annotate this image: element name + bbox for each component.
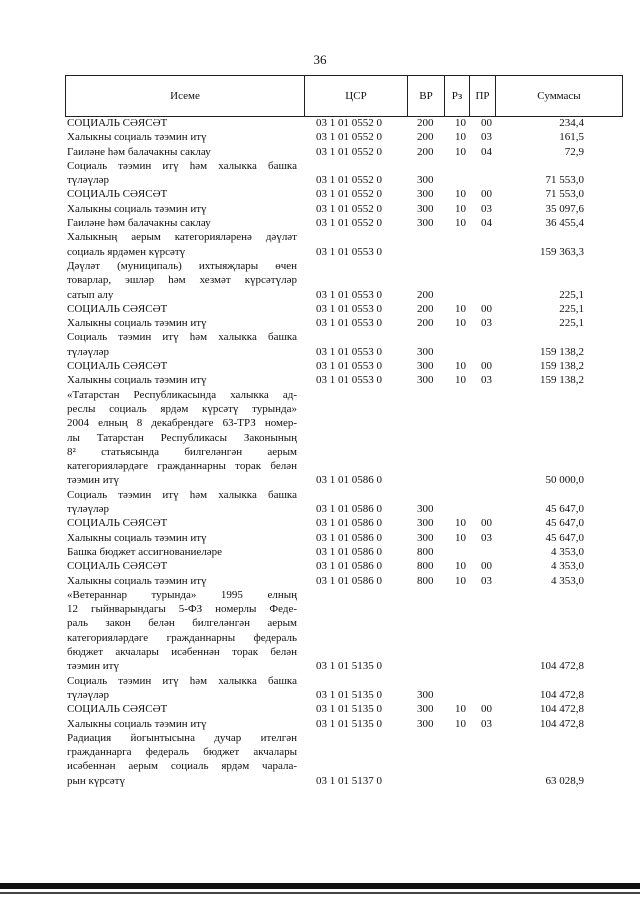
row-vr: 300 xyxy=(417,174,434,187)
row-vr: 300 xyxy=(417,703,434,716)
row-vr: 200 xyxy=(417,145,434,158)
table-row xyxy=(0,373,640,387)
row-rz: 10 xyxy=(455,717,466,730)
row-name-line: тәэмин итү xyxy=(67,474,119,487)
row-name-line: Башка бюджет ассигнованиеләре xyxy=(67,545,222,558)
row-sum: 45 647,0 xyxy=(545,517,584,530)
table-row xyxy=(0,574,640,588)
table-row xyxy=(0,159,640,188)
row-name-line: Дәүләт (муниципаль) ихтыяҗлары өчен xyxy=(67,259,297,272)
row-name xyxy=(67,230,297,259)
row-name-line: СОЦИАЛЬ СӘЯСӘТ xyxy=(67,188,168,201)
row-rz: 10 xyxy=(455,145,466,158)
row-rz: 10 xyxy=(455,560,466,573)
row-name-line: түләүләр xyxy=(67,503,110,516)
row-name-line: Халыкны социаль тәэмин итү xyxy=(67,531,207,544)
row-code: 03 1 01 0586 0 xyxy=(316,560,382,573)
table-header xyxy=(65,75,623,117)
table-row xyxy=(0,145,640,159)
row-code: 03 1 01 0552 0 xyxy=(316,174,382,187)
row-name xyxy=(67,388,297,488)
row-rz: 10 xyxy=(455,202,466,215)
row-code: 03 1 01 5135 0 xyxy=(316,717,382,730)
row-sum: 35 097,6 xyxy=(545,202,584,215)
row-name-line: гражданнарга федераль бюджет акчалары xyxy=(67,746,297,759)
row-pr: 03 xyxy=(481,574,492,587)
row-vr: 300 xyxy=(417,717,434,730)
row-code: 03 1 01 0552 0 xyxy=(316,217,382,230)
row-pr: 00 xyxy=(481,188,492,201)
row-vr: 800 xyxy=(417,560,434,573)
row-name-line: Гаиләне һәм балачакны саклау xyxy=(67,217,211,230)
row-name-line: товарлар, эшләр һәм хезмәт күрсәтүләр xyxy=(67,274,297,287)
header-sum: Суммасы xyxy=(495,76,622,116)
row-code: 03 1 01 5135 0 xyxy=(316,660,382,673)
header-pr: ПР xyxy=(469,76,495,116)
row-pr: 00 xyxy=(481,517,492,530)
row-pr: 04 xyxy=(481,217,492,230)
row-pr: 03 xyxy=(481,131,492,144)
row-name-line: раль закон белән билгеләнгән аерым xyxy=(67,617,297,630)
row-vr: 800 xyxy=(417,545,434,558)
row-name-line: СОЦИАЛЬ СӘЯСӘТ xyxy=(67,302,168,315)
row-name-line: тәэмин итү xyxy=(67,660,119,673)
table-body xyxy=(0,116,640,788)
row-sum: 159 138,2 xyxy=(540,345,584,358)
row-rz: 10 xyxy=(455,217,466,230)
row-code: 03 1 01 0553 0 xyxy=(316,360,382,373)
scan-edge-thin xyxy=(0,892,640,894)
table-row xyxy=(0,488,640,517)
row-code: 03 1 01 5135 0 xyxy=(316,703,382,716)
row-vr: 800 xyxy=(417,574,434,587)
row-pr: 00 xyxy=(481,703,492,716)
row-name xyxy=(67,259,297,302)
row-sum: 161,5 xyxy=(559,131,584,144)
table-row xyxy=(0,388,640,488)
row-sum: 4 353,0 xyxy=(551,560,584,573)
table-row xyxy=(0,359,640,373)
table-row xyxy=(0,702,640,716)
row-name xyxy=(67,574,297,588)
row-name-line: рын күрсәтү xyxy=(67,774,125,787)
row-code: 03 1 01 0586 0 xyxy=(316,574,382,587)
row-pr: 03 xyxy=(481,317,492,330)
row-code: 03 1 01 0552 0 xyxy=(316,131,382,144)
row-sum: 159 138,2 xyxy=(540,374,584,387)
row-sum: 159 138,2 xyxy=(540,360,584,373)
row-rz: 10 xyxy=(455,574,466,587)
row-name-line: 8² статьясында билгеләнгән аерым xyxy=(67,445,297,458)
row-name xyxy=(67,330,297,359)
row-name xyxy=(67,373,297,387)
row-vr: 300 xyxy=(417,503,434,516)
table-row xyxy=(0,731,640,788)
row-code: 03 1 01 0553 0 xyxy=(316,302,382,315)
row-vr: 300 xyxy=(417,360,434,373)
row-vr: 300 xyxy=(417,217,434,230)
row-code: 03 1 01 0553 0 xyxy=(316,317,382,330)
row-name xyxy=(67,545,297,559)
row-name-line: Халыкны социаль тәэмин итү xyxy=(67,131,207,144)
row-name-line: СОЦИАЛЬ СӘЯСӘТ xyxy=(67,517,168,530)
row-name-line: «Татарстан Республикасында халыкка ад- xyxy=(67,388,297,401)
row-name xyxy=(67,187,297,201)
row-sum: 63 028,9 xyxy=(545,774,584,787)
row-name-line: СОЦИАЛЬ СӘЯСӘТ xyxy=(67,560,168,573)
row-vr: 300 xyxy=(417,374,434,387)
header-vr: ВР xyxy=(407,76,444,116)
table-row xyxy=(0,202,640,216)
row-name-line: Халыкның аерым категорияләренә дәүләт xyxy=(67,231,297,244)
row-vr: 300 xyxy=(417,202,434,215)
row-sum: 159 363,3 xyxy=(540,245,584,258)
row-rz: 10 xyxy=(455,302,466,315)
row-sum: 45 647,0 xyxy=(545,531,584,544)
row-name-line: социаль ярдәмен күрсәтү xyxy=(67,245,186,258)
row-name xyxy=(67,116,297,130)
row-name-line: түләүләр xyxy=(67,688,110,701)
row-sum: 72,9 xyxy=(564,145,584,158)
row-sum: 45 647,0 xyxy=(545,503,584,516)
row-name-line: Социаль тәэмин итү һәм халыкка башка xyxy=(67,159,297,172)
row-name-line: лы Татарстан Республикасы Законының xyxy=(67,431,297,444)
row-sum: 225,1 xyxy=(559,317,584,330)
row-code: 03 1 01 0586 0 xyxy=(316,474,382,487)
row-name-line: Халыкны социаль тәэмин итү xyxy=(67,202,207,215)
row-sum: 225,1 xyxy=(559,302,584,315)
row-code: 03 1 01 0552 0 xyxy=(316,188,382,201)
row-code: 03 1 01 0586 0 xyxy=(316,517,382,530)
row-sum: 4 353,0 xyxy=(551,574,584,587)
row-name-line: категорияләрдәге гражданнарны федераль xyxy=(67,631,297,644)
row-vr: 300 xyxy=(417,517,434,530)
row-name-line: «Ветераннар турында» 1995 елның xyxy=(67,588,297,601)
row-name-line: исәбеннән аерым социаль ярдәм чарала- xyxy=(67,760,297,773)
row-code: 03 1 01 0553 0 xyxy=(316,288,382,301)
row-sum: 71 553,0 xyxy=(545,174,584,187)
row-rz: 10 xyxy=(455,317,466,330)
row-name-line: категорияләрдәге гражданнарны торак белән xyxy=(67,460,297,473)
row-name-line: Халыкны социаль тәэмин итү xyxy=(67,374,207,387)
table-row xyxy=(0,588,640,674)
row-name-line: СОЦИАЛЬ СӘЯСӘТ xyxy=(67,117,168,129)
row-rz: 10 xyxy=(455,131,466,144)
row-pr: 00 xyxy=(481,360,492,373)
row-code: 03 1 01 0553 0 xyxy=(316,245,382,258)
row-sum: 104 472,8 xyxy=(540,703,584,716)
row-name-line: түләүләр xyxy=(67,345,110,358)
row-name-line: 12 гыйнварындагы 5-ФЗ номерлы Феде- xyxy=(67,603,297,616)
row-pr: 00 xyxy=(481,302,492,315)
row-name xyxy=(67,145,297,159)
row-rz: 10 xyxy=(455,188,466,201)
row-name-line: Гаиләне һәм балачакны саклау xyxy=(67,145,211,158)
row-sum: 234,4 xyxy=(559,117,584,129)
row-name-line: СОЦИАЛЬ СӘЯСӘТ xyxy=(67,360,168,373)
row-name xyxy=(67,588,297,674)
row-sum: 104 472,8 xyxy=(540,660,584,673)
row-name xyxy=(67,674,297,703)
row-name xyxy=(67,302,297,316)
row-code: 03 1 01 0553 0 xyxy=(316,374,382,387)
row-name-line: Халыкны социаль тәэмин итү xyxy=(67,317,207,330)
row-name xyxy=(67,359,297,373)
scan-edge xyxy=(0,883,640,889)
table-row xyxy=(0,545,640,559)
row-name xyxy=(67,559,297,573)
table-row xyxy=(0,717,640,731)
row-sum: 104 472,8 xyxy=(540,688,584,701)
row-pr: 04 xyxy=(481,145,492,158)
row-code: 03 1 01 5137 0 xyxy=(316,774,382,787)
header-name: Исеме xyxy=(170,90,200,102)
table-row xyxy=(0,516,640,530)
table-row xyxy=(0,674,640,703)
row-name-line: Социаль тәэмин итү һәм халыкка башка xyxy=(67,331,297,344)
row-pr: 03 xyxy=(481,202,492,215)
row-sum: 225,1 xyxy=(559,288,584,301)
row-name-line: бюджет акчалары исәбеннән торак белән xyxy=(67,646,297,658)
row-sum: 4 353,0 xyxy=(551,545,584,558)
row-pr: 00 xyxy=(481,560,492,573)
row-name-line: Халыкны социаль тәэмин итү xyxy=(67,717,207,730)
row-vr: 200 xyxy=(417,117,434,129)
row-name xyxy=(67,731,297,788)
row-vr: 200 xyxy=(417,317,434,330)
row-name-line: Социаль тәэмин итү һәм халыкка башка xyxy=(67,488,297,501)
row-rz: 10 xyxy=(455,531,466,544)
row-vr: 300 xyxy=(417,345,434,358)
table-row xyxy=(0,259,640,302)
table-row xyxy=(0,230,640,259)
row-code: 03 1 01 0586 0 xyxy=(316,531,382,544)
row-sum: 71 553,0 xyxy=(545,188,584,201)
row-name-line: ресл​ы социаль ярдәм күрсәтү турында» xyxy=(67,402,297,415)
row-name-line: сатып алу xyxy=(67,288,114,301)
row-name xyxy=(67,202,297,216)
row-rz: 10 xyxy=(455,374,466,387)
row-code: 03 1 01 5135 0 xyxy=(316,688,382,701)
row-sum: 50 000,0 xyxy=(545,474,584,487)
table-row xyxy=(0,116,640,130)
row-name xyxy=(67,316,297,330)
row-sum: 104 472,8 xyxy=(540,717,584,730)
table-row xyxy=(0,559,640,573)
row-name xyxy=(67,130,297,144)
table-row xyxy=(0,531,640,545)
row-sum: 36 455,4 xyxy=(545,217,584,230)
row-vr: 300 xyxy=(417,531,434,544)
row-name xyxy=(67,488,297,517)
row-name xyxy=(67,717,297,731)
row-name-line: 2004 елның 8 декабрендәге 63-ТРЗ номер- xyxy=(67,417,297,430)
row-code: 03 1 01 0586 0 xyxy=(316,503,382,516)
row-vr: 200 xyxy=(417,302,434,315)
row-rz: 10 xyxy=(455,517,466,530)
row-vr: 300 xyxy=(417,188,434,201)
table-row xyxy=(0,216,640,230)
row-pr: 03 xyxy=(481,531,492,544)
table-row xyxy=(0,316,640,330)
header-code: ЦСР xyxy=(304,76,407,116)
table-row xyxy=(0,330,640,359)
row-pr: 00 xyxy=(481,117,492,129)
row-name xyxy=(67,702,297,716)
row-code: 03 1 01 0552 0 xyxy=(316,117,382,129)
row-code: 03 1 01 0586 0 xyxy=(316,545,382,558)
table-row xyxy=(0,130,640,144)
row-pr: 03 xyxy=(481,717,492,730)
row-vr: 200 xyxy=(417,131,434,144)
table-row xyxy=(0,187,640,201)
row-name-line: түләүләр xyxy=(67,174,110,187)
row-vr: 300 xyxy=(417,688,434,701)
row-rz: 10 xyxy=(455,360,466,373)
row-name xyxy=(67,531,297,545)
row-vr: 200 xyxy=(417,288,434,301)
row-rz: 10 xyxy=(455,703,466,716)
row-name-line: Халыкны социаль тәэмин итү xyxy=(67,574,207,587)
page-number: 36 xyxy=(313,52,327,67)
header-rz: Рз xyxy=(444,76,469,116)
row-name xyxy=(67,216,297,230)
row-code: 03 1 01 0552 0 xyxy=(316,145,382,158)
row-code: 03 1 01 0552 0 xyxy=(316,202,382,215)
row-name-line: Радиация йогынтысына дучар ителгән xyxy=(67,731,297,744)
row-code: 03 1 01 0553 0 xyxy=(316,345,382,358)
row-rz: 10 xyxy=(455,117,466,129)
row-name xyxy=(67,516,297,530)
row-name-line: Социаль тәэмин итү һәм халыкка башка xyxy=(67,674,297,687)
table-row xyxy=(0,302,640,316)
row-name xyxy=(67,159,297,188)
row-pr: 03 xyxy=(481,374,492,387)
row-name-line: СОЦИАЛЬ СӘЯСӘТ xyxy=(67,703,168,716)
